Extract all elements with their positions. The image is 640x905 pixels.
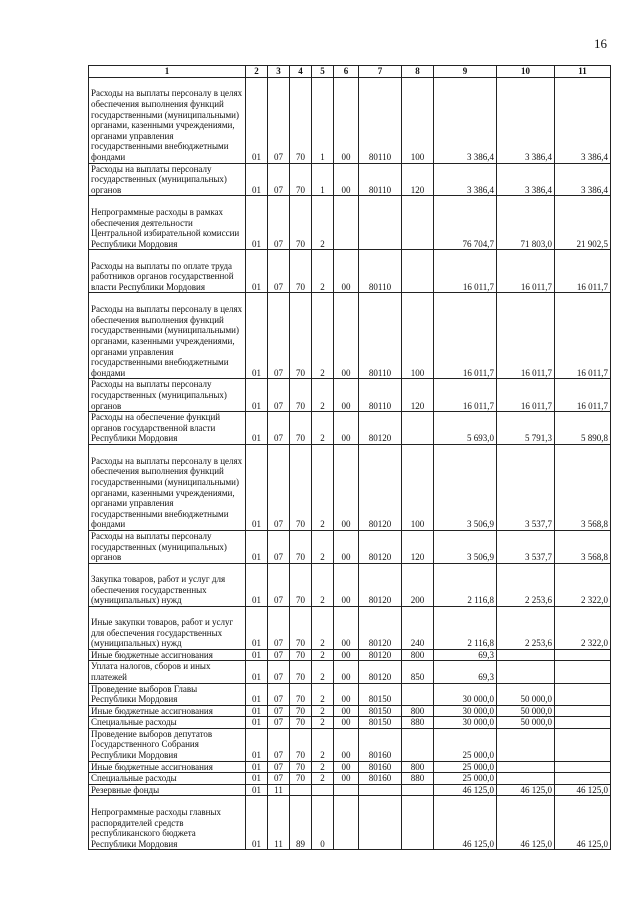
- target-article-cell: 80120: [359, 661, 402, 683]
- target-article-cell: 80150: [359, 717, 402, 729]
- program-code-cell: 70: [290, 717, 312, 729]
- subsection-code-cell: 07: [268, 705, 290, 717]
- subprogram-code-cell: 2: [312, 250, 334, 293]
- program-code-cell: 89: [290, 796, 312, 850]
- amount-cell-col11: 5 890,8: [555, 412, 611, 445]
- amount-cell-col10: [497, 728, 555, 761]
- expense-type-cell: 100: [402, 444, 434, 530]
- amount-cell-col9: 25 000,0: [434, 728, 497, 761]
- section-code-cell: 01: [246, 683, 268, 705]
- subprogram-code-cell: 2: [312, 761, 334, 773]
- amount-cell-col10: 46 125,0: [497, 784, 555, 796]
- amount-cell-col11: 16 011,7: [555, 379, 611, 412]
- row-name-cell: Специальные расходы: [89, 773, 246, 785]
- row-name-cell: Иные бюджетные ассигнования: [89, 649, 246, 661]
- amount-cell-col9: 5 693,0: [434, 412, 497, 445]
- target-article-cell: 80150: [359, 705, 402, 717]
- subsection-code-cell: 07: [268, 196, 290, 250]
- section-code-cell: 01: [246, 728, 268, 761]
- target-article-cell: 80120: [359, 649, 402, 661]
- section-code-cell: 01: [246, 784, 268, 796]
- amount-cell-col10: 50 000,0: [497, 705, 555, 717]
- expense-type-cell: [402, 250, 434, 293]
- amount-cell-col9: 69,3: [434, 649, 497, 661]
- subsection-code-cell: 07: [268, 661, 290, 683]
- amount-cell-col11: 2 322,0: [555, 606, 611, 649]
- amount-cell-col9: 2 116,8: [434, 563, 497, 606]
- target-article-cell: 80160: [359, 728, 402, 761]
- expense-type-cell: [402, 728, 434, 761]
- subsection-code-cell: 07: [268, 530, 290, 563]
- measure-code-cell: 00: [334, 412, 359, 445]
- measure-code-cell: 00: [334, 530, 359, 563]
- column-header: 2: [246, 66, 268, 78]
- amount-cell-col10: 3 386,4: [497, 77, 555, 163]
- section-code-cell: 01: [246, 649, 268, 661]
- amount-cell-col11: [555, 717, 611, 729]
- subsection-code-cell: 07: [268, 163, 290, 196]
- section-code-cell: 01: [246, 444, 268, 530]
- program-code-cell: 70: [290, 606, 312, 649]
- target-article-cell: 80120: [359, 412, 402, 445]
- target-article-cell: 80160: [359, 773, 402, 785]
- row-name-cell: Расходы на обеспечение функций органов государственной власти Республики Мордовия: [89, 412, 246, 445]
- program-code-cell: 70: [290, 444, 312, 530]
- table-row: [89, 563, 611, 606]
- measure-code-cell: 00: [334, 661, 359, 683]
- expense-type-cell: 800: [402, 649, 434, 661]
- table-row: [89, 717, 611, 729]
- amount-cell-col11: 46 125,0: [555, 784, 611, 796]
- expense-type-cell: 120: [402, 530, 434, 563]
- subprogram-code-cell: 2: [312, 728, 334, 761]
- amount-cell-col10: 2 253,6: [497, 606, 555, 649]
- amount-cell-col9: 3 386,4: [434, 163, 497, 196]
- target-article-cell: 80120: [359, 606, 402, 649]
- subprogram-code-cell: 2: [312, 293, 334, 379]
- amount-cell-col9: 76 704,7: [434, 196, 497, 250]
- amount-cell-col11: [555, 683, 611, 705]
- program-code-cell: 70: [290, 761, 312, 773]
- table-row: [89, 705, 611, 717]
- measure-code-cell: [334, 784, 359, 796]
- program-code-cell: 70: [290, 661, 312, 683]
- target-article-cell: 80110: [359, 293, 402, 379]
- program-code-cell: 70: [290, 163, 312, 196]
- expense-type-cell: 120: [402, 163, 434, 196]
- row-name-cell: Резервные фонды: [89, 784, 246, 796]
- measure-code-cell: 00: [334, 77, 359, 163]
- section-code-cell: 01: [246, 163, 268, 196]
- amount-cell-col11: 16 011,7: [555, 293, 611, 379]
- subsection-code-cell: 11: [268, 796, 290, 850]
- expense-type-cell: 850: [402, 661, 434, 683]
- amount-cell-col11: 3 568,8: [555, 530, 611, 563]
- subprogram-code-cell: 1: [312, 77, 334, 163]
- subsection-code-cell: 07: [268, 444, 290, 530]
- measure-code-cell: 00: [334, 379, 359, 412]
- section-code-cell: 01: [246, 563, 268, 606]
- column-header: 1: [89, 66, 246, 78]
- row-name-cell: Расходы на выплаты персоналу в целях обеспечения выполнения функций государственными (муниципальными) органами, казенными учреждениями, органами управления государственными внебюджетными фондами: [89, 444, 246, 530]
- program-code-cell: 70: [290, 77, 312, 163]
- program-code-cell: 70: [290, 773, 312, 785]
- amount-cell-col9: 3 506,9: [434, 530, 497, 563]
- program-code-cell: [290, 784, 312, 796]
- subprogram-code-cell: 2: [312, 379, 334, 412]
- target-article-cell: 80160: [359, 761, 402, 773]
- section-code-cell: 01: [246, 796, 268, 850]
- amount-cell-col9: 30 000,0: [434, 683, 497, 705]
- table-row: [89, 250, 611, 293]
- row-name-cell: Уплата налогов, сборов и иных платежей: [89, 661, 246, 683]
- measure-code-cell: 00: [334, 705, 359, 717]
- program-code-cell: 70: [290, 412, 312, 445]
- subsection-code-cell: 07: [268, 250, 290, 293]
- column-header: 4: [290, 66, 312, 78]
- row-name-cell: Непрограммные расходы в рамках обеспечения деятельности Центральной избирательной комиссии Республики Мордовия: [89, 196, 246, 250]
- target-article-cell: 80120: [359, 444, 402, 530]
- table-row: [89, 761, 611, 773]
- row-name-cell: Проведение выборов депутатов Государственного Собрания Республики Мордовия: [89, 728, 246, 761]
- measure-code-cell: 00: [334, 728, 359, 761]
- amount-cell-col11: [555, 661, 611, 683]
- expense-type-cell: [402, 796, 434, 850]
- subprogram-code-cell: 0: [312, 796, 334, 850]
- amount-cell-col9: 46 125,0: [434, 784, 497, 796]
- amount-cell-col10: 46 125,0: [497, 796, 555, 850]
- expense-type-cell: 880: [402, 717, 434, 729]
- amount-cell-col9: 30 000,0: [434, 705, 497, 717]
- subprogram-code-cell: 2: [312, 196, 334, 250]
- row-name-cell: Специальные расходы: [89, 717, 246, 729]
- subprogram-code-cell: 2: [312, 683, 334, 705]
- program-code-cell: 70: [290, 293, 312, 379]
- section-code-cell: 01: [246, 530, 268, 563]
- amount-cell-col9: 30 000,0: [434, 717, 497, 729]
- table-row: [89, 606, 611, 649]
- subsection-code-cell: 07: [268, 717, 290, 729]
- subprogram-code-cell: 2: [312, 661, 334, 683]
- amount-cell-col10: 50 000,0: [497, 717, 555, 729]
- program-code-cell: 70: [290, 683, 312, 705]
- section-code-cell: 01: [246, 77, 268, 163]
- target-article-cell: [359, 784, 402, 796]
- subprogram-code-cell: 2: [312, 444, 334, 530]
- expense-type-cell: 800: [402, 705, 434, 717]
- amount-cell-col9: 25 000,0: [434, 761, 497, 773]
- row-name-cell: Иные закупки товаров, работ и услуг для обеспечения государственных (муниципальных) нужд: [89, 606, 246, 649]
- program-code-cell: 70: [290, 728, 312, 761]
- amount-cell-col9: 3 386,4: [434, 77, 497, 163]
- amount-cell-col9: 3 506,9: [434, 444, 497, 530]
- subprogram-code-cell: 2: [312, 563, 334, 606]
- amount-cell-col10: 5 791,3: [497, 412, 555, 445]
- expense-type-cell: 100: [402, 77, 434, 163]
- column-header: 9: [434, 66, 497, 78]
- amount-cell-col11: 3 386,4: [555, 163, 611, 196]
- amount-cell-col10: 3 386,4: [497, 163, 555, 196]
- subsection-code-cell: 07: [268, 606, 290, 649]
- subsection-code-cell: 07: [268, 293, 290, 379]
- row-name-cell: Расходы на выплаты персоналу государственных (муниципальных) органов: [89, 163, 246, 196]
- subsection-code-cell: 07: [268, 649, 290, 661]
- table-row: [89, 530, 611, 563]
- target-article-cell: 80110: [359, 379, 402, 412]
- expense-type-cell: 240: [402, 606, 434, 649]
- column-header: 5: [312, 66, 334, 78]
- section-code-cell: 01: [246, 250, 268, 293]
- subprogram-code-cell: 2: [312, 606, 334, 649]
- table-row: [89, 412, 611, 445]
- measure-code-cell: 00: [334, 250, 359, 293]
- expense-type-cell: 880: [402, 773, 434, 785]
- section-code-cell: 01: [246, 717, 268, 729]
- measure-code-cell: 00: [334, 293, 359, 379]
- row-name-cell: Расходы на выплаты персоналу государственных (муниципальных) органов: [89, 530, 246, 563]
- amount-cell-col11: [555, 761, 611, 773]
- page-number: 16: [594, 36, 607, 51]
- amount-cell-col11: 21 902,5: [555, 196, 611, 250]
- section-code-cell: 01: [246, 412, 268, 445]
- measure-code-cell: 00: [334, 773, 359, 785]
- measure-code-cell: 00: [334, 649, 359, 661]
- amount-cell-col11: 16 011,7: [555, 250, 611, 293]
- amount-cell-col11: 3 568,8: [555, 444, 611, 530]
- row-name-cell: Расходы на выплаты персоналу в целях обеспечения выполнения функций государственными (муниципальными) органами, казенными учреждениями, органами управления государственными внебюджетными фондами: [89, 293, 246, 379]
- target-article-cell: 80110: [359, 163, 402, 196]
- row-name-cell: Расходы на выплаты персоналу в целях обеспечения выполнения функций государственными (муниципальными) органами, казенными учреждениями, органами управления государственными внебюджетными фондами: [89, 77, 246, 163]
- target-article-cell: 80110: [359, 77, 402, 163]
- program-code-cell: 70: [290, 705, 312, 717]
- section-code-cell: 01: [246, 379, 268, 412]
- section-code-cell: 01: [246, 705, 268, 717]
- subsection-code-cell: 07: [268, 412, 290, 445]
- table-row: [89, 773, 611, 785]
- row-name-cell: Проведение выборов Главы Республики Мордовия: [89, 683, 246, 705]
- amount-cell-col9: 16 011,7: [434, 250, 497, 293]
- subprogram-code-cell: 2: [312, 530, 334, 563]
- amount-cell-col10: [497, 761, 555, 773]
- program-code-cell: 70: [290, 649, 312, 661]
- column-header: 10: [497, 66, 555, 78]
- measure-code-cell: 00: [334, 163, 359, 196]
- amount-cell-col10: 16 011,7: [497, 293, 555, 379]
- section-code-cell: 01: [246, 661, 268, 683]
- subprogram-code-cell: 2: [312, 705, 334, 717]
- table-row: [89, 444, 611, 530]
- section-code-cell: 01: [246, 196, 268, 250]
- expense-type-cell: 100: [402, 293, 434, 379]
- expense-type-cell: [402, 784, 434, 796]
- measure-code-cell: 00: [334, 683, 359, 705]
- subprogram-code-cell: 2: [312, 773, 334, 785]
- target-article-cell: 80150: [359, 683, 402, 705]
- target-article-cell: 80110: [359, 250, 402, 293]
- column-header: 3: [268, 66, 290, 78]
- amount-cell-col9: 46 125,0: [434, 796, 497, 850]
- expense-type-cell: [402, 683, 434, 705]
- program-code-cell: 70: [290, 563, 312, 606]
- measure-code-cell: 00: [334, 761, 359, 773]
- amount-cell-col9: 25 000,0: [434, 773, 497, 785]
- table-row: [89, 196, 611, 250]
- subprogram-code-cell: 2: [312, 412, 334, 445]
- subsection-code-cell: 07: [268, 683, 290, 705]
- measure-code-cell: 00: [334, 717, 359, 729]
- subsection-code-cell: 07: [268, 77, 290, 163]
- subsection-code-cell: 07: [268, 379, 290, 412]
- target-article-cell: 80120: [359, 563, 402, 606]
- table-row: [89, 683, 611, 705]
- row-name-cell: Иные бюджетные ассигнования: [89, 761, 246, 773]
- section-code-cell: 01: [246, 293, 268, 379]
- measure-code-cell: 00: [334, 444, 359, 530]
- table-row: [89, 661, 611, 683]
- program-code-cell: 70: [290, 530, 312, 563]
- program-code-cell: 70: [290, 379, 312, 412]
- budget-table: [88, 65, 611, 850]
- subsection-code-cell: 11: [268, 784, 290, 796]
- amount-cell-col10: [497, 661, 555, 683]
- amount-cell-col9: 2 116,8: [434, 606, 497, 649]
- amount-cell-col10: 2 253,6: [497, 563, 555, 606]
- section-code-cell: 01: [246, 761, 268, 773]
- amount-cell-col10: [497, 773, 555, 785]
- subsection-code-cell: 07: [268, 563, 290, 606]
- amount-cell-col11: 46 125,0: [555, 796, 611, 850]
- program-code-cell: 70: [290, 196, 312, 250]
- measure-code-cell: 00: [334, 606, 359, 649]
- column-header: 11: [555, 66, 611, 78]
- row-name-cell: Расходы на выплаты по оплате труда работников органов государственной власти Республики Мордовия: [89, 250, 246, 293]
- table-row: [89, 163, 611, 196]
- section-code-cell: 01: [246, 606, 268, 649]
- target-article-cell: [359, 196, 402, 250]
- subprogram-code-cell: 2: [312, 649, 334, 661]
- amount-cell-col10: [497, 649, 555, 661]
- subprogram-code-cell: [312, 784, 334, 796]
- table-row: [89, 784, 611, 796]
- target-article-cell: 80120: [359, 530, 402, 563]
- amount-cell-col10: 16 011,7: [497, 250, 555, 293]
- subprogram-code-cell: 2: [312, 717, 334, 729]
- column-header: 6: [334, 66, 359, 78]
- row-name-cell: Закупка товаров, работ и услуг для обеспечения государственных (муниципальных) нужд: [89, 563, 246, 606]
- row-name-cell: Иные бюджетные ассигнования: [89, 705, 246, 717]
- expense-type-cell: 200: [402, 563, 434, 606]
- amount-cell-col11: 2 322,0: [555, 563, 611, 606]
- table-row: [89, 796, 611, 850]
- expense-type-cell: [402, 196, 434, 250]
- amount-cell-col9: 16 011,7: [434, 293, 497, 379]
- amount-cell-col11: [555, 705, 611, 717]
- amount-cell-col11: [555, 728, 611, 761]
- amount-cell-col10: 3 537,7: [497, 530, 555, 563]
- target-article-cell: [359, 796, 402, 850]
- column-header: 8: [402, 66, 434, 78]
- table-row: [89, 728, 611, 761]
- subsection-code-cell: 07: [268, 728, 290, 761]
- amount-cell-col9: 69,3: [434, 661, 497, 683]
- header-row: [89, 66, 611, 78]
- amount-cell-col10: 71 803,0: [497, 196, 555, 250]
- table-row: [89, 649, 611, 661]
- amount-cell-col11: [555, 773, 611, 785]
- amount-cell-col10: 50 000,0: [497, 683, 555, 705]
- subsection-code-cell: 07: [268, 761, 290, 773]
- section-code-cell: 01: [246, 773, 268, 785]
- amount-cell-col9: 16 011,7: [434, 379, 497, 412]
- expense-type-cell: [402, 412, 434, 445]
- amount-cell-col11: [555, 649, 611, 661]
- row-name-cell: Непрограммные расходы главных распорядителей средств республиканского бюджета Республики Мордовия: [89, 796, 246, 850]
- expense-type-cell: 120: [402, 379, 434, 412]
- subprogram-code-cell: 1: [312, 163, 334, 196]
- table-row: [89, 379, 611, 412]
- program-code-cell: 70: [290, 250, 312, 293]
- measure-code-cell: 00: [334, 563, 359, 606]
- table-row: [89, 77, 611, 163]
- table-row: [89, 293, 611, 379]
- amount-cell-col11: 3 386,4: [555, 77, 611, 163]
- expense-type-cell: 800: [402, 761, 434, 773]
- amount-cell-col10: 16 011,7: [497, 379, 555, 412]
- measure-code-cell: [334, 796, 359, 850]
- amount-cell-col10: 3 537,7: [497, 444, 555, 530]
- column-header: 7: [359, 66, 402, 78]
- row-name-cell: Расходы на выплаты персоналу государственных (муниципальных) органов: [89, 379, 246, 412]
- measure-code-cell: [334, 196, 359, 250]
- subsection-code-cell: 07: [268, 773, 290, 785]
